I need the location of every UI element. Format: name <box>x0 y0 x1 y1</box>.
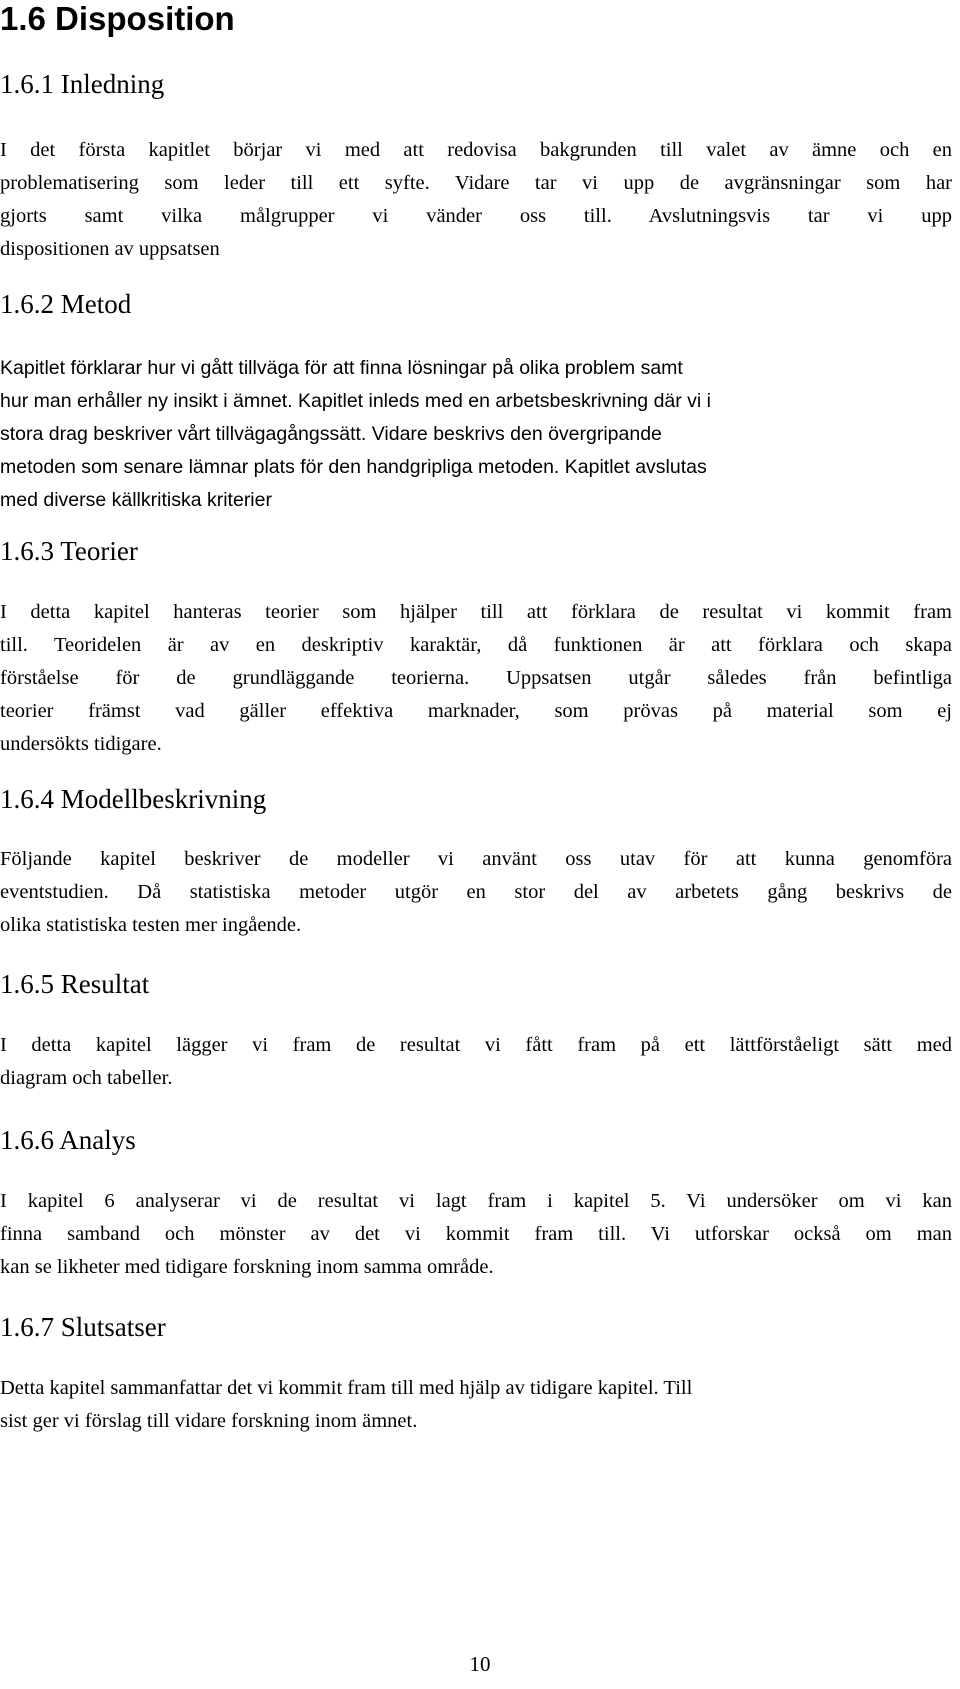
body-line: teorier främst vad gäller effektiva marknader, som prövas på material som ej <box>0 700 952 722</box>
body-line: Detta kapitel sammanfattar det vi kommit fram till med hjälp av tidigare kapitel. Till <box>0 1377 693 1399</box>
body-line: metoden som senare lämnar plats för den handgripliga metoden. Kapitlet avslutas <box>0 456 707 478</box>
body-line: dispositionen av uppsatsen <box>0 238 220 260</box>
section-heading-analys: 1.6.6 Analys <box>0 1125 136 1155</box>
section-body-resultat <box>0 1029 952 1095</box>
body-line: förståelse för de grundläggande teorierna. Uppsatsen utgår således från befintliga <box>0 667 952 689</box>
section-heading-teorier: 1.6.3 Teorier <box>0 536 138 566</box>
section-body-modellbeskrivning <box>0 843 952 942</box>
body-line: olika statistiska testen mer ingående. <box>0 914 302 936</box>
body-line: till. Teoridelen är av en deskriptiv karaktär, då funktionen är att förklara och skapa <box>0 634 952 656</box>
body-line: eventstudien. Då statistiska metoder utgör en stor del av arbetets gång beskrivs de <box>0 881 952 903</box>
section-body-slutsatser <box>0 1372 952 1438</box>
section-body-teorier <box>0 596 952 761</box>
body-line: finna samband och mönster av det vi kommit fram till. Vi utforskar också om man <box>0 1223 952 1245</box>
section-body-metod <box>0 352 952 517</box>
section-heading-modellbeskrivning: 1.6.4 Modellbeskrivning <box>0 784 267 814</box>
page-number: 10 <box>469 1652 491 1676</box>
body-line: hur man erhåller ny insikt i ämnet. Kapitlet inleds med en arbetsbeskrivning där vi i <box>0 390 712 412</box>
chapter-heading: 1.6 Disposition <box>0 0 235 37</box>
section-heading-slutsatser: 1.6.7 Slutsatser <box>0 1312 166 1342</box>
body-line: Kapitlet förklarar hur vi gått tillväga för att finna lösningar på olika problem samt <box>0 357 683 379</box>
body-line: I kapitel 6 analyserar vi de resultat vi lagt fram i kapitel 5. Vi undersöker om vi kan <box>0 1190 952 1212</box>
body-line: I detta kapitel lägger vi fram de resultat vi fått fram på ett lättförståeligt sätt med <box>0 1034 952 1056</box>
body-line: diagram och tabeller. <box>0 1067 173 1089</box>
body-line: sist ger vi förslag till vidare forskning inom ämnet. <box>0 1410 418 1432</box>
body-line: problematisering som leder till ett syfte. Vidare tar vi upp de avgränsningar som har <box>0 172 952 194</box>
section-heading-metod: 1.6.2 Metod <box>0 289 132 319</box>
section-body-analys <box>0 1185 952 1284</box>
body-line: undersökts tidigare. <box>0 733 162 755</box>
body-line: Följande kapitel beskriver de modeller vi använt oss utav för att kunna genomföra <box>0 848 952 870</box>
body-line: gjorts samt vilka målgrupper vi vänder oss till. Avslutningsvis tar vi upp <box>0 205 952 227</box>
body-line: stora drag beskriver vårt tillvägagångssätt. Vidare beskrivs den övergripande <box>0 423 662 445</box>
body-line: med diverse källkritiska kriterier <box>0 489 272 511</box>
body-line: kan se likheter med tidigare forskning inom samma område. <box>0 1256 494 1278</box>
section-body-inledning <box>0 134 952 266</box>
section-heading-inledning: 1.6.1 Inledning <box>0 69 165 99</box>
section-heading-resultat: 1.6.5 Resultat <box>0 969 150 999</box>
body-line: I detta kapitel hanteras teorier som hjälper till att förklara de resultat vi kommit fram <box>0 601 952 623</box>
body-line: I det första kapitlet börjar vi med att redovisa bakgrunden till valet av ämne och en <box>0 139 952 161</box>
